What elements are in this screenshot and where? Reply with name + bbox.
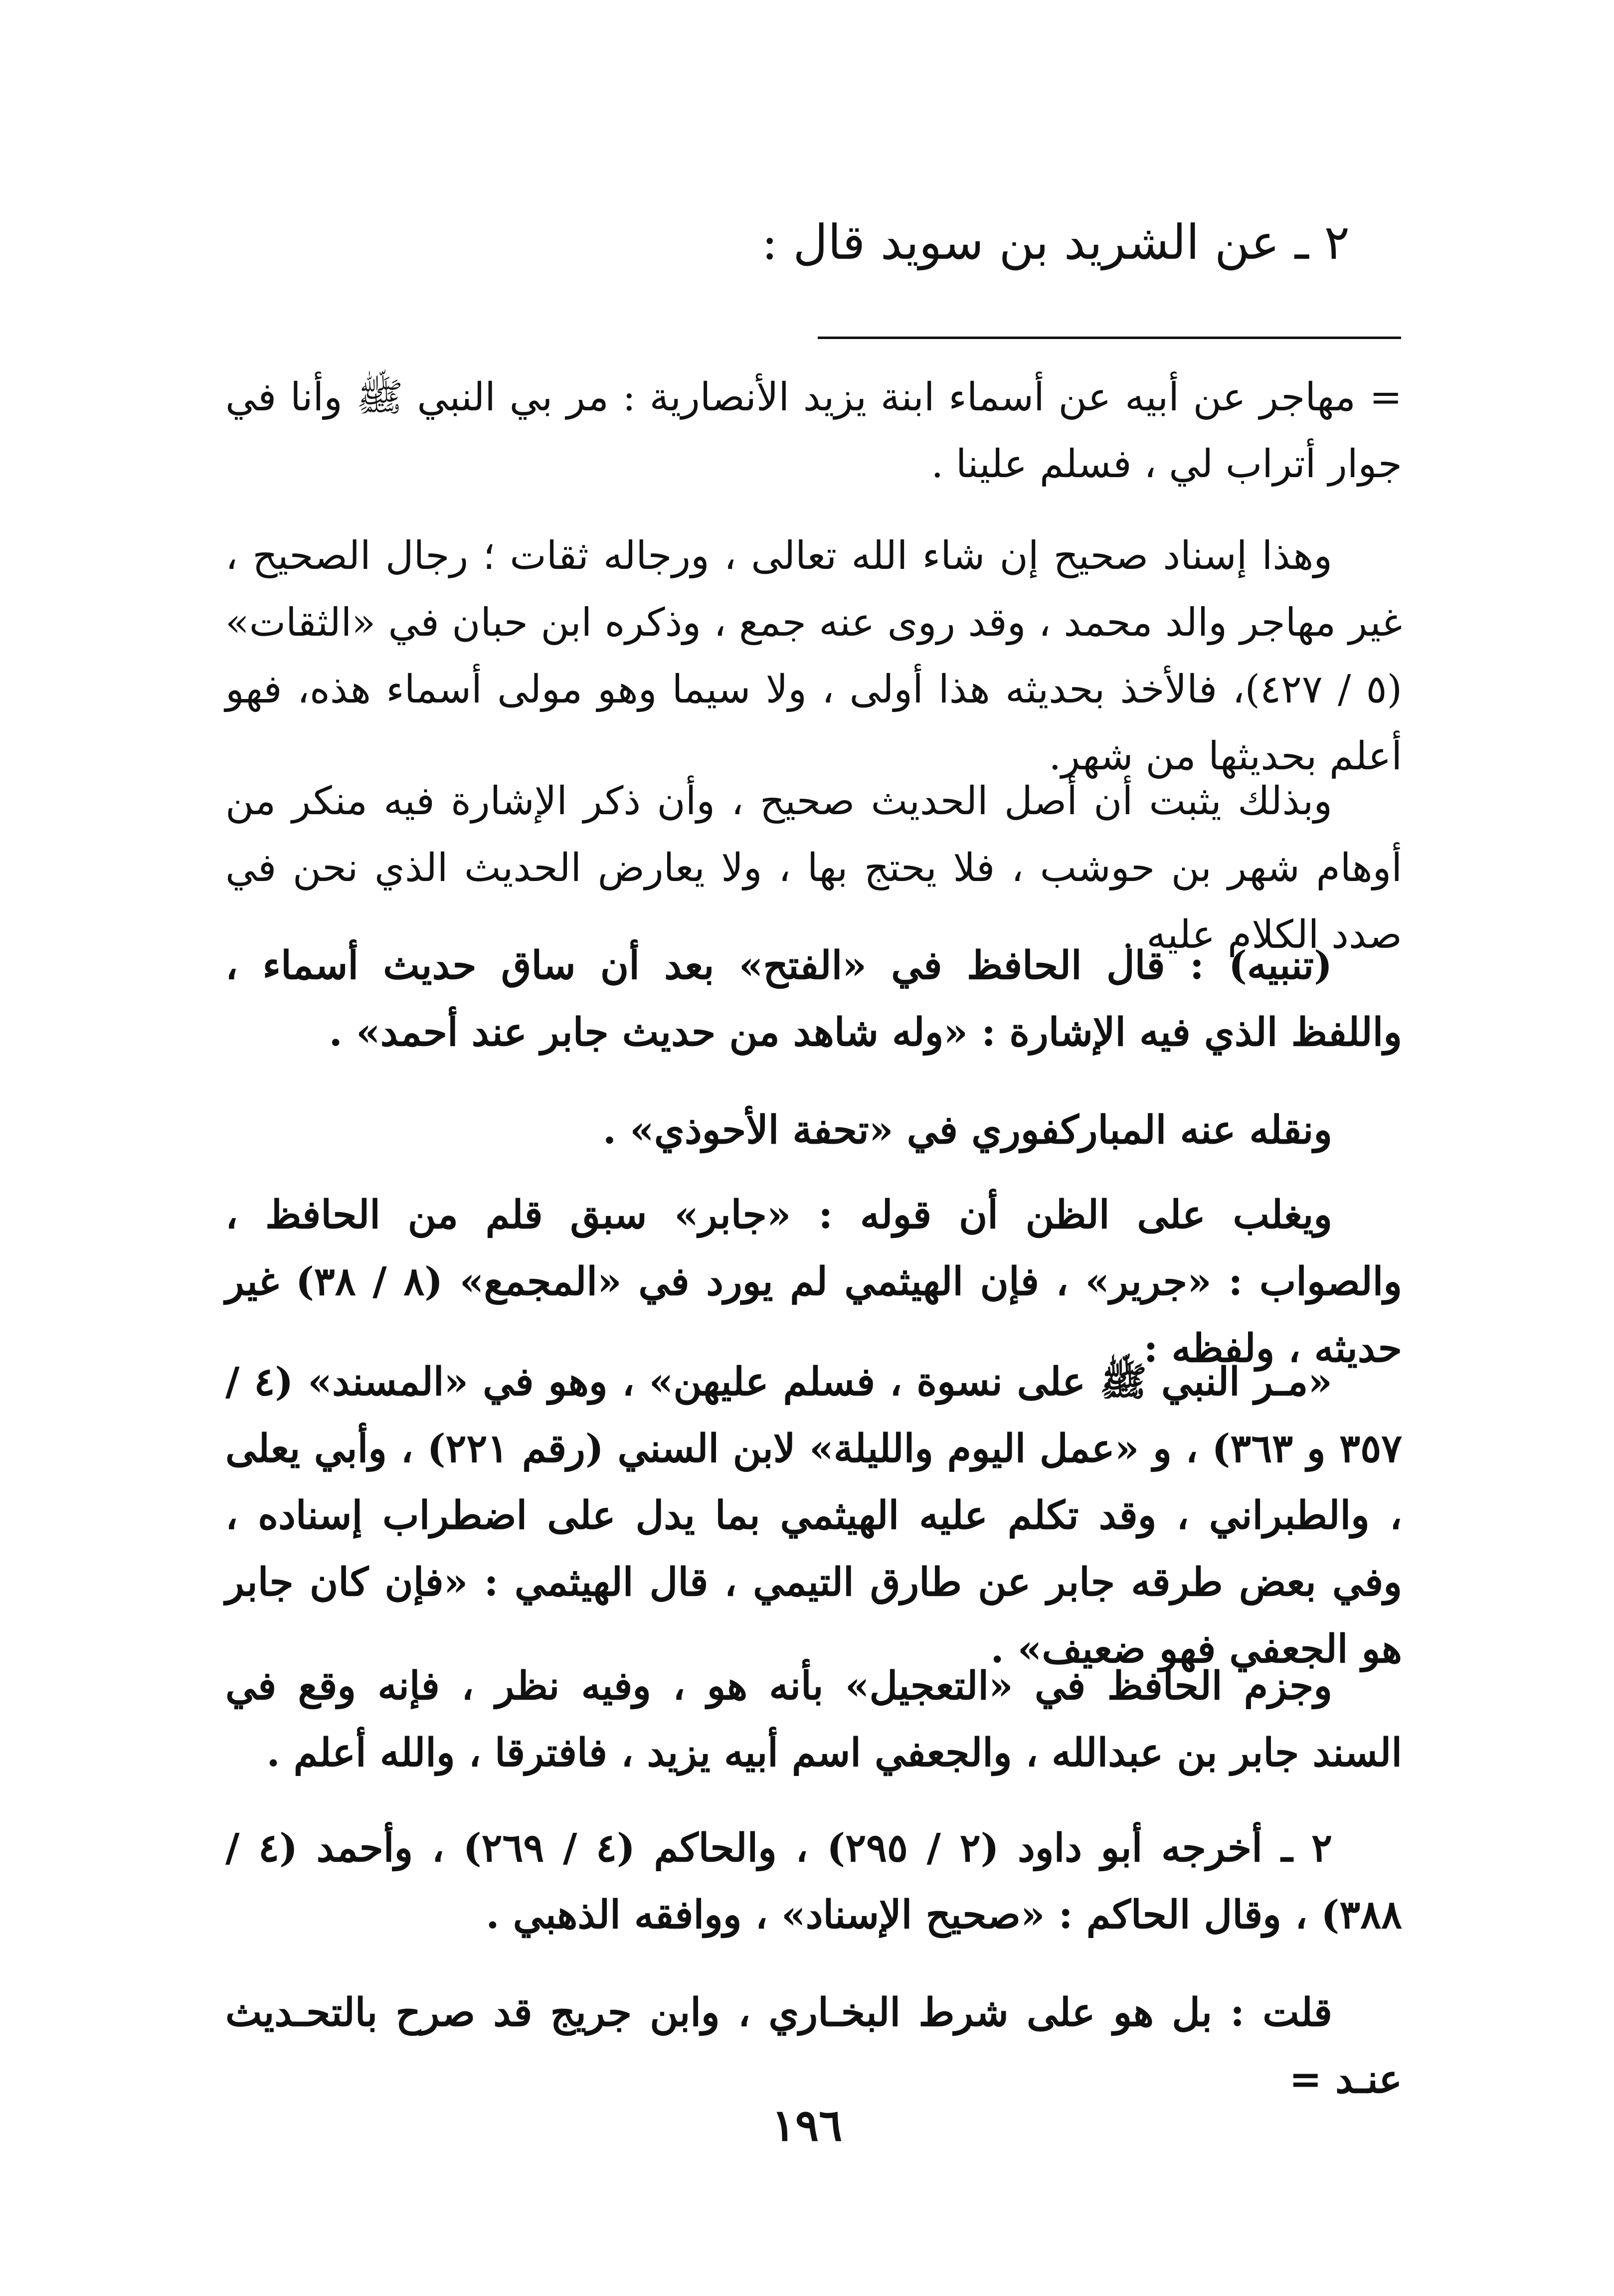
hadith-heading: ٢ ـ عن الشريد بن سويد قال :	[761, 214, 1350, 270]
footnote-paragraph: وبذلك يثبت أن أصل الحديث صحيح ، وأن ذكر الإشارة فيه منكر من أوهام شهر بن حوشب ، فلا يحتج بها ، ولا يعارض الحديث الذي نحن في صدد الكلام عليه .	[225, 779, 1402, 957]
footnote-paragraph: ويغلب على الظن أن قوله : «جابر» سبق قلم من الحافظ ، والصواب : «جرير» ، فإن الهيثمي لم يورد في «المجمع» (٨ / ٣٨) غير حديثه ، ولفظه :	[225, 1192, 1402, 1371]
page-number: ١٩٦	[771, 2099, 843, 2151]
footnote-paragraph: وجزم الحافظ في «التعجيل» بأنه هو ، وفيه نظر ، فإنه وقع في السند جابر بن عبدالله ، والجعفي اسم أبيه يزيد ، فافترقا ، والله أعلم .	[225, 1663, 1402, 1775]
footnote-paragraph: وهذا إسناد صحيح إن شاء الله تعالى ، ورجاله ثقات ؛ رجال الصحيح ، غير مهاجر والد محمد ، وقد روى عنه جمع ، وذكره ابن حبان في «الثقات» (٥ / ٤٢٧)، فالأخذ بحديثه هذا أولى ، ولا سيما وهو مولى أسماء هذه، فهو أعلم بحديثها من شهر.	[225, 533, 1402, 779]
footnote-paragraph: قلت : بل هو على شرط البخـاري ، وابن جريج قد صرح بالتحـديث عنـد =	[225, 1990, 1402, 2102]
footnote-paragraph: ونقله عنه المباركفوري في «تحفة الأحوذي» .	[602, 1107, 1332, 1153]
footnote-continuation: = مهاجر عن أبيه عن أسماء ابنة يزيد الأنصارية : مر بي النبي ﷺ وأنا في جوار أتراب لي ، فسلم علينا .	[225, 375, 1402, 487]
footnote-paragraph: (تنبيه) : قال الحافظ في «الفتح» بعد أن ساق حديث أسماء ، واللفظ الذي فيه الإشارة : «وله شاهد من حديث جابر عند أحمد» .	[225, 943, 1402, 1055]
footnote-paragraph: «مـر النبي ﷺ على نسوة ، فسلم عليهن» ، وهو في «المسند» (٤ / ٣٥٧ و ٣٦٣) ، و «عمل اليوم والليلة» لابن السني (رقم ٢٢١) ، وأبي يعلى ، والطبراني ، وقد تكلم عليه الهيثمي بما يدل على اضطراب إسناده ، وفي بعض طرقه جابر عن طارق التيمي ، قال الهيثمي : «فإن كان جابر هو الجعفي فهو ضعيف» .	[225, 1359, 1402, 1672]
footnote-paragraph: ٢ ـ أخرجه أبو داود (٢ / ٢٩٥) ، والحاكم (٤ / ٢٦٩) ، وأحمد (٤ / ٣٨٨) ، وقال الحاكم : «صحيح الإسناد» ، ووافقه الذهبي .	[225, 1825, 1402, 1938]
footnote-separator	[818, 337, 1401, 339]
